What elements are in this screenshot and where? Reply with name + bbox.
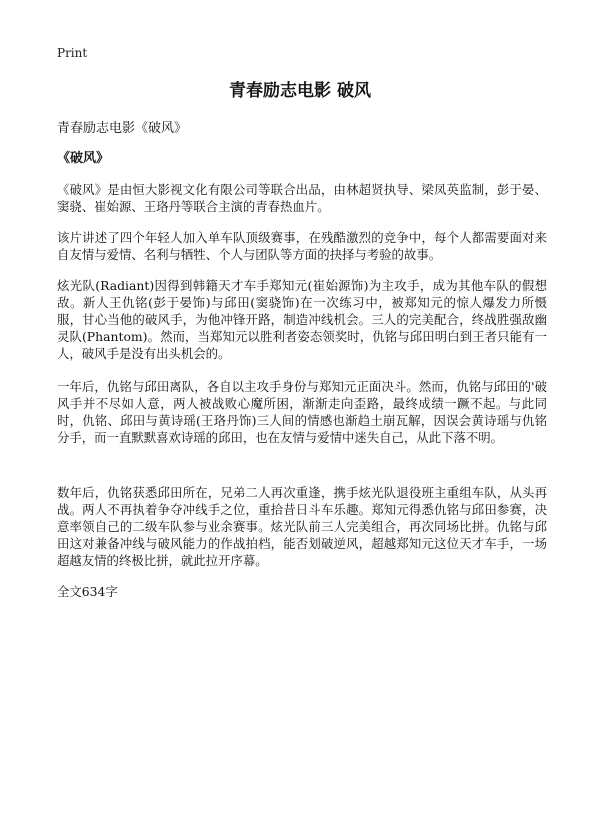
word-count: 全文634字	[57, 584, 118, 599]
paragraph-plot-3: 数年后，仇铭获悉邱田所在，兄弟二人再次重逢，携手炫光队退役班主重组车队，从头再战。两人不再执着争夺冲线手之位，重拾昔日斗车乐趣。郑知元得悉仇铭与邱田参赛，决意率领自己的二级车队参与业余赛事。炫光队前三人完美组合，再次同场比拼。仇铭与邱田这对兼备冲线与破风能力的作战拍档，能否划破逆风，超越郑知元这位天才车手，一场超越友情的终极比拼，就此拉开序幕。	[57, 485, 547, 568]
paragraph-intro: 《破风》是由恒大影视文化有限公司等联合出品，由林超贤执导、梁凤英监制，彭于晏、窦骁、崔始源、王珞丹等联合主演的青春热血片。	[57, 182, 547, 214]
paragraph-plot-1: 炫光队(Radiant)因得到韩籍天才车手郑知元(崔始源饰)为主攻手，成为其他车队的假想敌。新人王仇铭(彭于晏饰)与邱田(窦骁饰)在一次练习中，被郑知元的惊人爆发力所慑服，甘心当他的破风手，为他冲锋开路，制造冲线机会。三人的完美配合，终战胜强敌幽灵队(Phantom)。然而，当郑知元以胜利者姿态领奖时，仇铭与邱田明白到王者只能有一人，破风手是没有出头机会的。	[57, 278, 547, 361]
print-link[interactable]: Print	[57, 46, 88, 60]
article-subtitle: 青春励志电影《破风》	[57, 121, 188, 136]
page-title: 青春励志电影 破风	[229, 81, 371, 101]
paragraph-summary: 该片讲述了四个年轻人加入单车队顶级赛事，在残酷激烈的竞争中，每个人都需要面对来自友情与爱情、名利与牺牲、个人与团队等方面的抉择与考验的故事。	[57, 230, 547, 262]
section-heading: 《破风》	[57, 151, 110, 166]
paragraph-plot-2: 一年后，仇铭与邱田离队，各自以主攻手身份与郑知元正面决斗。然而，仇铭与邱田的'破风手并不尽如人意，两人被战败心魔所困，渐渐走向歪路，最终成绩一蹶不起。与此同时，仇铭、邱田与黄诗瑶(王珞丹饰)三人间的情感也渐趋土崩瓦解，因误会黄诗瑶与仇铭分手，而一直默默喜欢诗瑶的邱田，也在友情与爱情中迷失自己，从此下落不明。	[57, 379, 547, 445]
